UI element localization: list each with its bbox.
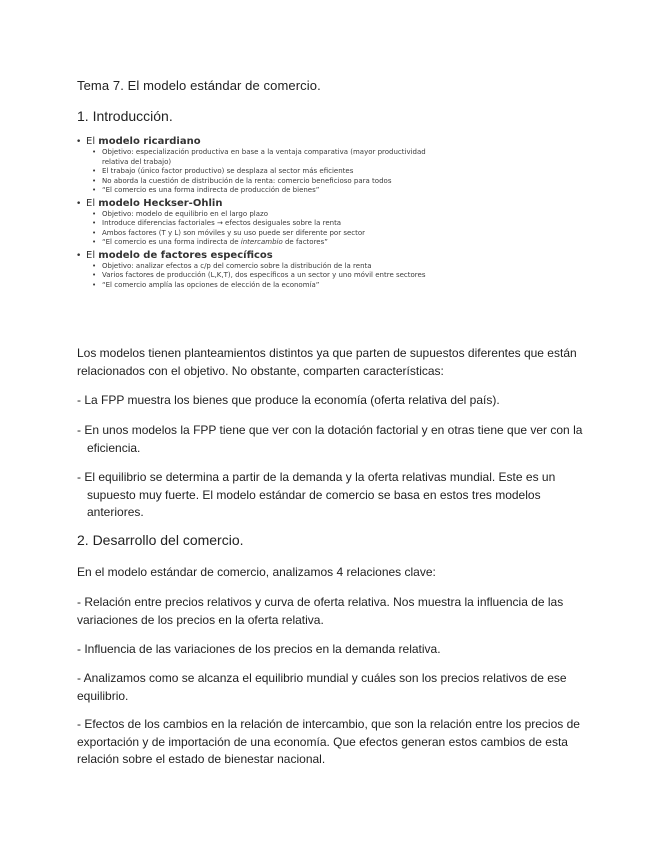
embedded-slide-image — [76, 136, 476, 326]
list-item: - En unos modelos la FPP tiene que ver con la dotación factorial y en otras tiene que ver con la eficiencia. — [77, 423, 583, 455]
slide-subbullet: • “El comercio amplía las opciones de elección de la economía” — [76, 281, 476, 291]
slide-subbullet: • El trabajo (único factor productivo) se desplaza al sector más eficientes — [76, 167, 476, 177]
list-item: - Analizamos como se alcanza el equilibrio mundial y cuáles son los precios relativos de ese equilibrio. — [77, 671, 567, 703]
list-item: - Influencia de las variaciones de los precios en la demanda relativa. — [77, 642, 441, 656]
list-item: - El equilibrio se determina a partir de la demanda y la oferta relativas mundial. Este es un supuesto muy fuerte. El modelo estándar de comercio se basa en estos tres modelos anteriores. — [77, 470, 556, 519]
slide-subbullet: • Objetivo: modelo de equilibrio en el largo plazo — [76, 210, 476, 220]
section-heading-introduccion: 1. Introducción. — [77, 108, 173, 124]
slide-subbullet: • Introduce diferencias factoriales → efectos desiguales sobre la renta — [76, 219, 476, 229]
slide-bullet-factores-especificos: • El modelo de factores específicos — [76, 250, 476, 262]
section-heading-desarrollo: 2. Desarrollo del comercio. — [77, 532, 244, 548]
slide-subbullet: • “El comercio es una forma indirecta de producción de bienes” — [76, 186, 476, 196]
list-item: - Relación entre precios relativos y curva de oferta relativa. Nos muestra la influencia de las variaciones de los precios en la oferta relativa. — [77, 595, 564, 627]
intro-paragraph: Los modelos tienen planteamientos distintos ya que parten de supuestos diferentes que están relacionados con el objetivo. No obstante, comparten características: — [77, 346, 577, 378]
slide-subbullet: • Ambos factores (T y L) son móviles y su uso puede ser diferente por sector — [76, 229, 476, 239]
slide-subbullet: • No aborda la cuestión de distribución de la renta: comercio beneficioso para todos — [76, 177, 476, 187]
list-item: - La FPP muestra los bienes que produce la economía (oferta relativa del país). — [77, 393, 500, 407]
slide-bullet-ricardiano: • El modelo ricardiano — [76, 136, 476, 148]
slide-bullet-heckser-ohlin: • El modelo Heckser-Ohlin — [76, 198, 476, 210]
slide-subbullet: • Objetivo: analizar efectos a c/p del comercio sobre la distribución de la renta — [76, 262, 476, 272]
slide-subbullet: • Varios factores de producción (L,K,T), dos específicos a un sector y uno móvil entre sectores — [76, 271, 476, 281]
document-title: Tema 7. El modelo estándar de comercio. — [77, 78, 321, 93]
list-item: - Efectos de los cambios en la relación de intercambio, que son la relación entre los precios de exportación y de importación de una economía. Que efectos generan estos cambios de esta relación sobre el estado de bienestar nacional. — [77, 717, 580, 766]
slide-subbullet: • Objetivo: especialización productiva en base a la ventaja comparativa (mayor productividad relativa del trabajo) — [76, 148, 476, 167]
paragraph: En el modelo estándar de comercio, analizamos 4 relaciones clave: — [77, 565, 436, 579]
slide-subbullet: • “El comercio es una forma indirecta de intercambio de factores” — [76, 238, 476, 248]
